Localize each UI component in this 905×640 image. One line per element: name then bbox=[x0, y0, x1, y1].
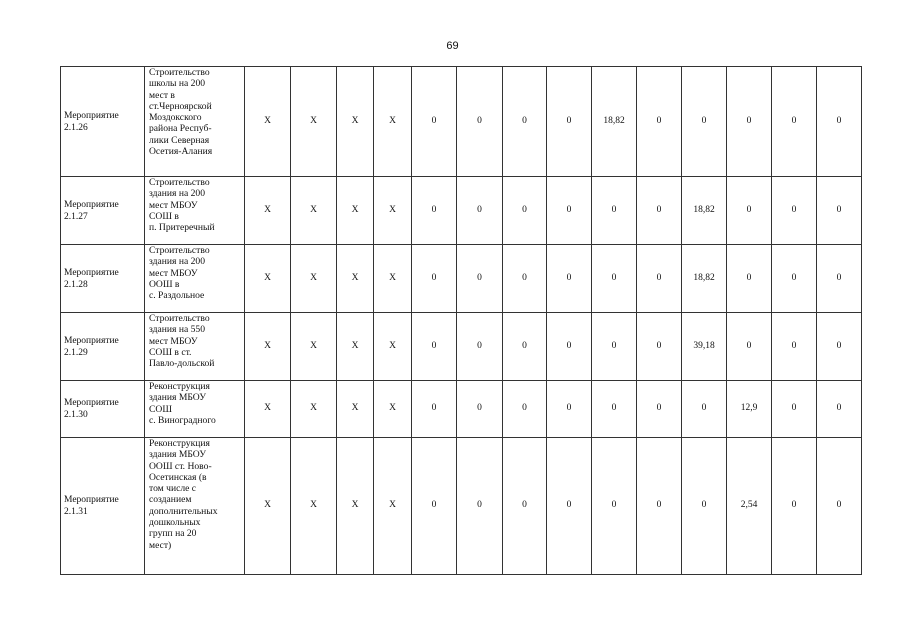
table-row bbox=[61, 245, 862, 313]
value-cell: 0 bbox=[503, 177, 547, 245]
value-cell: 0 bbox=[457, 313, 503, 381]
measure-label: Мероприятие 2.1.30 bbox=[61, 381, 145, 438]
description-line: дошкольных bbox=[149, 517, 201, 529]
value-cell: 0 bbox=[772, 438, 817, 575]
description-line: Павло-дольской bbox=[149, 358, 215, 370]
value-cell: 0 bbox=[727, 67, 772, 177]
value-cell: 0 bbox=[772, 67, 817, 177]
description-line: лики Северная bbox=[149, 134, 210, 146]
table-row bbox=[61, 177, 862, 245]
description-line: ООШ в bbox=[149, 278, 180, 290]
value-cell: X bbox=[374, 245, 412, 313]
measure-description bbox=[145, 245, 245, 313]
description-line: мест МБОУ bbox=[149, 267, 198, 279]
value-cell: 0 bbox=[817, 177, 862, 245]
value-cell: X bbox=[245, 381, 291, 438]
value-cell: 0 bbox=[547, 67, 592, 177]
value-cell: 12,9 bbox=[727, 381, 772, 438]
description-line: Строительство bbox=[149, 67, 210, 78]
value-cell: 18,82 bbox=[682, 245, 727, 313]
measure-description bbox=[145, 438, 245, 575]
value-cell: 0 bbox=[817, 67, 862, 177]
description-line: здания на 550 bbox=[149, 324, 206, 336]
value-cell: 0 bbox=[412, 313, 457, 381]
value-cell: 0 bbox=[817, 245, 862, 313]
value-cell: 0 bbox=[412, 381, 457, 438]
description-line: здания МБОУ bbox=[149, 392, 206, 404]
value-cell: X bbox=[337, 438, 374, 575]
description-line: мест в bbox=[149, 89, 175, 101]
description-line: СОШ в ст. bbox=[149, 346, 192, 358]
measure-description bbox=[145, 67, 245, 177]
value-cell: 0 bbox=[503, 245, 547, 313]
value-cell: 0 bbox=[592, 381, 637, 438]
measure-label: Мероприятие 2.1.27 bbox=[61, 177, 145, 245]
value-cell: 0 bbox=[547, 313, 592, 381]
value-cell: X bbox=[374, 177, 412, 245]
value-cell: 0 bbox=[503, 313, 547, 381]
value-cell: 39,18 bbox=[682, 313, 727, 381]
value-cell: X bbox=[291, 245, 337, 313]
table-row bbox=[61, 313, 862, 381]
description-line: с. Виноградного bbox=[149, 414, 216, 426]
description-line: здания на 200 bbox=[149, 188, 206, 200]
value-cell: 0 bbox=[637, 381, 682, 438]
description-line: Строительство bbox=[149, 245, 210, 256]
measure-description bbox=[145, 381, 245, 438]
value-cell: 0 bbox=[457, 177, 503, 245]
description-line: созданием bbox=[149, 494, 192, 506]
table-row bbox=[61, 67, 862, 177]
table-row bbox=[61, 438, 862, 575]
value-cell: 0 bbox=[412, 177, 457, 245]
value-cell: X bbox=[374, 438, 412, 575]
value-cell: X bbox=[291, 313, 337, 381]
value-cell: X bbox=[245, 177, 291, 245]
value-cell: 0 bbox=[412, 438, 457, 575]
value-cell: 18,82 bbox=[592, 67, 637, 177]
description-line: ООШ ст. Ново- bbox=[149, 460, 212, 472]
value-cell: 0 bbox=[547, 438, 592, 575]
value-cell: X bbox=[374, 313, 412, 381]
value-cell: X bbox=[245, 67, 291, 177]
value-cell: 0 bbox=[727, 177, 772, 245]
value-cell: X bbox=[291, 177, 337, 245]
value-cell: 0 bbox=[727, 313, 772, 381]
value-cell: 0 bbox=[682, 381, 727, 438]
description-line: мест МБОУ bbox=[149, 335, 198, 347]
description-line: здания МБОУ bbox=[149, 449, 206, 461]
value-cell: 0 bbox=[772, 381, 817, 438]
value-cell: 0 bbox=[772, 177, 817, 245]
value-cell: X bbox=[291, 438, 337, 575]
description-line: СОШ в bbox=[149, 210, 179, 222]
value-cell: X bbox=[374, 67, 412, 177]
description-line: групп на 20 bbox=[149, 528, 197, 540]
value-cell: 0 bbox=[457, 67, 503, 177]
description-line: Реконструкция bbox=[149, 438, 210, 449]
value-cell: 0 bbox=[503, 381, 547, 438]
table-row bbox=[61, 381, 862, 438]
value-cell: 0 bbox=[592, 177, 637, 245]
value-cell: 0 bbox=[772, 313, 817, 381]
value-cell: X bbox=[337, 177, 374, 245]
value-cell: X bbox=[337, 313, 374, 381]
description-line: школы на 200 bbox=[149, 78, 206, 90]
value-cell: 0 bbox=[817, 381, 862, 438]
description-line: района Респуб- bbox=[149, 123, 212, 135]
description-line: Осетия-Алания bbox=[149, 146, 213, 158]
value-cell: X bbox=[337, 245, 374, 313]
value-cell: 0 bbox=[637, 177, 682, 245]
value-cell: 0 bbox=[412, 245, 457, 313]
measure-label: Мероприятие 2.1.29 bbox=[61, 313, 145, 381]
value-cell: X bbox=[337, 67, 374, 177]
value-cell: X bbox=[291, 381, 337, 438]
description-line: Реконструкция bbox=[149, 381, 210, 392]
description-line: мест МБОУ bbox=[149, 199, 198, 211]
value-cell: 0 bbox=[637, 67, 682, 177]
description-line: СОШ bbox=[149, 403, 173, 415]
description-line: здания на 200 bbox=[149, 256, 206, 268]
value-cell: 0 bbox=[547, 245, 592, 313]
value-cell: X bbox=[245, 245, 291, 313]
value-cell: X bbox=[291, 67, 337, 177]
value-cell: 0 bbox=[682, 438, 727, 575]
value-cell: 0 bbox=[503, 67, 547, 177]
value-cell: 2,54 bbox=[727, 438, 772, 575]
measure-label: Мероприятие 2.1.28 bbox=[61, 245, 145, 313]
value-cell: 0 bbox=[547, 177, 592, 245]
value-cell: 0 bbox=[682, 67, 727, 177]
value-cell: 0 bbox=[592, 245, 637, 313]
value-cell: 0 bbox=[547, 381, 592, 438]
value-cell: 0 bbox=[727, 245, 772, 313]
description-line: мест) bbox=[149, 539, 172, 551]
measure-description bbox=[145, 313, 245, 381]
value-cell: 0 bbox=[457, 381, 503, 438]
measure-label: Мероприятие 2.1.26 bbox=[61, 67, 145, 177]
value-cell: X bbox=[245, 438, 291, 575]
value-cell: 0 bbox=[503, 438, 547, 575]
description-line: Моздокского bbox=[149, 112, 202, 124]
value-cell: 0 bbox=[817, 313, 862, 381]
measure-label: Мероприятие 2.1.31 bbox=[61, 438, 145, 575]
value-cell: X bbox=[337, 381, 374, 438]
description-line: Строительство bbox=[149, 177, 210, 188]
description-line: п. Притеречный bbox=[149, 222, 215, 234]
measure-description bbox=[145, 177, 245, 245]
value-cell: X bbox=[374, 381, 412, 438]
description-line: том числе с bbox=[149, 483, 197, 495]
value-cell: X bbox=[245, 313, 291, 381]
page-number: 69 bbox=[446, 40, 459, 52]
description-line: Строительство bbox=[149, 313, 210, 324]
value-cell: 18,82 bbox=[682, 177, 727, 245]
value-cell: 0 bbox=[637, 245, 682, 313]
budget-table bbox=[60, 66, 862, 575]
description-line: ст.Черноярской bbox=[149, 100, 212, 112]
description-line: с. Раздольное bbox=[149, 290, 205, 302]
value-cell: 0 bbox=[772, 245, 817, 313]
description-line: Осетинская (в bbox=[149, 471, 207, 483]
value-cell: 0 bbox=[592, 438, 637, 575]
value-cell: 0 bbox=[457, 245, 503, 313]
value-cell: 0 bbox=[637, 438, 682, 575]
value-cell: 0 bbox=[412, 67, 457, 177]
value-cell: 0 bbox=[457, 438, 503, 575]
description-line: дополнительных bbox=[149, 505, 218, 517]
value-cell: 0 bbox=[637, 313, 682, 381]
value-cell: 0 bbox=[592, 313, 637, 381]
value-cell: 0 bbox=[817, 438, 862, 575]
